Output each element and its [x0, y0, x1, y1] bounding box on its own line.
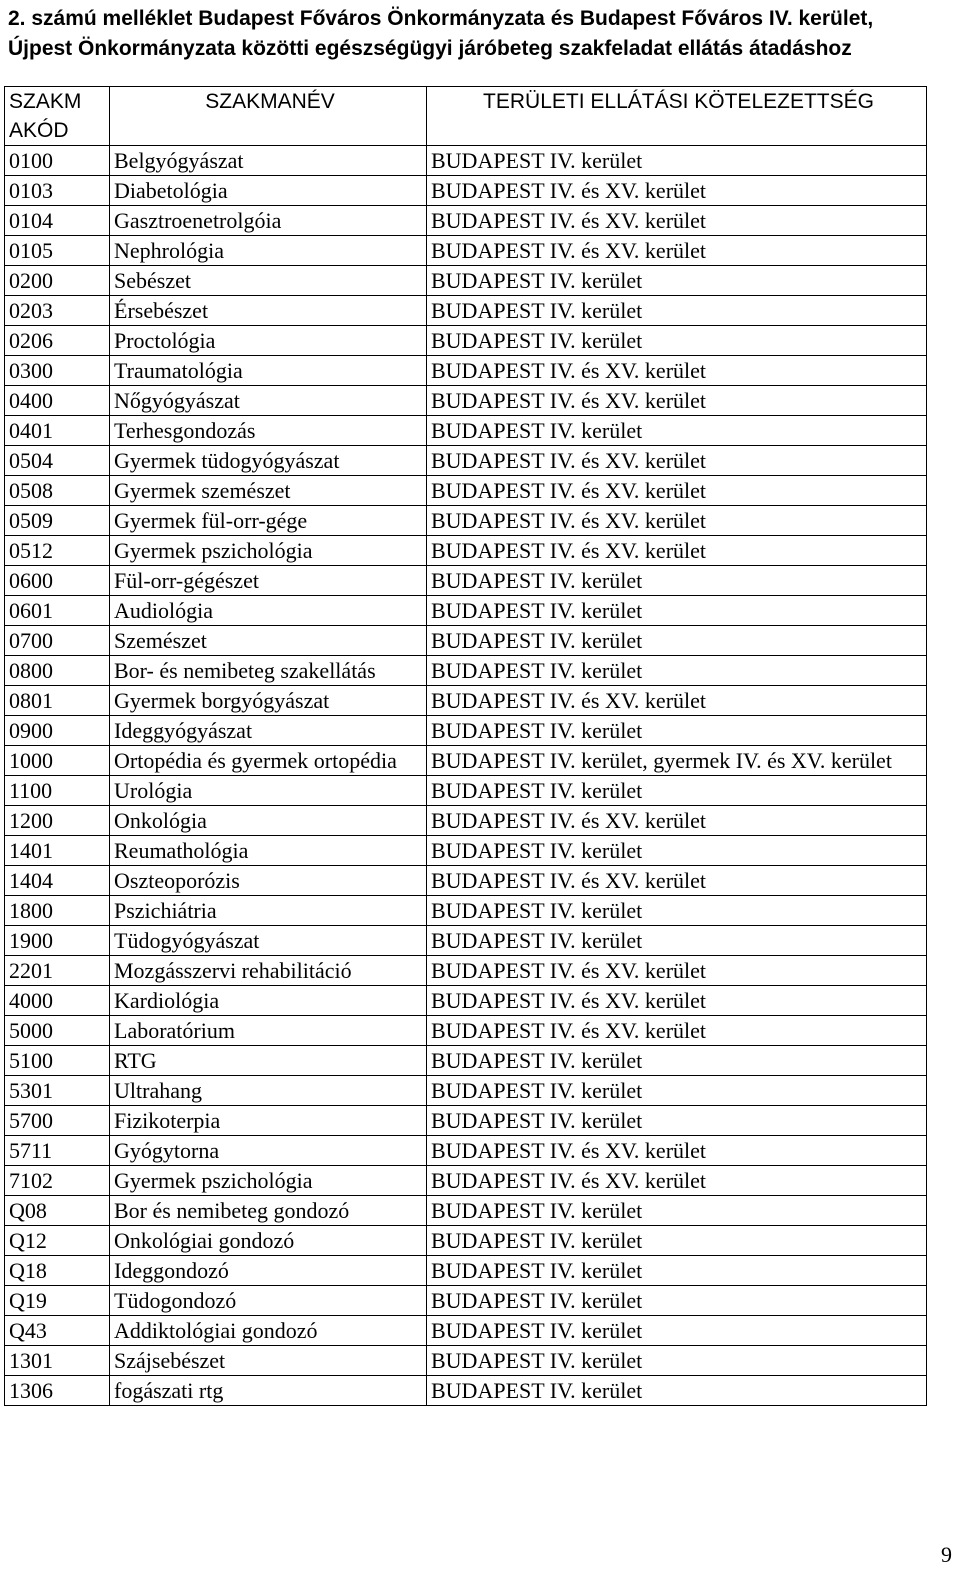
cell-name: Kardiológia	[110, 986, 427, 1016]
cell-territory: BUDAPEST IV. és XV. kerület	[427, 956, 927, 986]
table-row	[5, 296, 927, 326]
cell-name: Traumatológia	[110, 356, 427, 386]
cell-territory: BUDAPEST IV. kerület	[427, 416, 927, 446]
cell-name: Nőgyógyászat	[110, 386, 427, 416]
cell-code: 0103	[5, 176, 110, 206]
cell-name: Addiktológiai gondozó	[110, 1316, 427, 1346]
cell-code: 7102	[5, 1166, 110, 1196]
cell-territory: BUDAPEST IV. kerület	[427, 1286, 927, 1316]
cell-territory: BUDAPEST IV. kerület	[427, 266, 927, 296]
cell-name: Bor és nemibeteg gondozó	[110, 1196, 427, 1226]
cell-territory: BUDAPEST IV. kerület	[427, 626, 927, 656]
cell-territory: BUDAPEST IV. kerület	[427, 716, 927, 746]
table-row	[5, 1166, 927, 1196]
cell-code: 2201	[5, 956, 110, 986]
cell-territory: BUDAPEST IV. kerület	[427, 1226, 927, 1256]
header-territory: TERÜLETI ELLÁTÁSI KÖTELEZETTSÉG	[427, 87, 927, 146]
cell-code: Q18	[5, 1256, 110, 1286]
table-row	[5, 776, 927, 806]
cell-code: Q43	[5, 1316, 110, 1346]
cell-territory: BUDAPEST IV. kerület	[427, 1316, 927, 1346]
cell-name: Terhesgondozás	[110, 416, 427, 446]
table-row	[5, 986, 927, 1016]
cell-name: Gyermek pszichológia	[110, 1166, 427, 1196]
cell-territory: BUDAPEST IV. kerület	[427, 1346, 927, 1376]
cell-name: Gyermek borgyógyászat	[110, 686, 427, 716]
cell-code: 1404	[5, 866, 110, 896]
heading-line-2: Újpest Önkormányzata közötti egészségügyi járóbeteg szakfeladat ellátás átadáshoz	[8, 37, 852, 60]
cell-name: Diabetológia	[110, 176, 427, 206]
cell-name: Ideggondozó	[110, 1256, 427, 1286]
table-row	[5, 146, 927, 176]
cell-territory: BUDAPEST IV. kerület	[427, 326, 927, 356]
cell-code: 0200	[5, 266, 110, 296]
table-row	[5, 956, 927, 986]
table-row	[5, 596, 927, 626]
cell-territory: BUDAPEST IV. kerület	[427, 566, 927, 596]
cell-name: Gyermek fül-orr-gége	[110, 506, 427, 536]
cell-code: 5711	[5, 1136, 110, 1166]
cell-code: 1000	[5, 746, 110, 776]
cell-code: 1200	[5, 806, 110, 836]
cell-name: Gyógytorna	[110, 1136, 427, 1166]
cell-territory: BUDAPEST IV. kerület	[427, 146, 927, 176]
cell-territory: BUDAPEST IV. kerület	[427, 926, 927, 956]
cell-territory: BUDAPEST IV. és XV. kerület	[427, 356, 927, 386]
table-row	[5, 1196, 927, 1226]
cell-territory: BUDAPEST IV. és XV. kerület	[427, 506, 927, 536]
cell-name: Audiológia	[110, 596, 427, 626]
table-row	[5, 1226, 927, 1256]
cell-code: Q08	[5, 1196, 110, 1226]
cell-name: Nephrológia	[110, 236, 427, 266]
cell-name: Ideggyógyászat	[110, 716, 427, 746]
cell-code: 0700	[5, 626, 110, 656]
cell-name: Proctológia	[110, 326, 427, 356]
cell-territory: BUDAPEST IV. és XV. kerület	[427, 986, 927, 1016]
cell-name: Onkológiai gondozó	[110, 1226, 427, 1256]
table-row	[5, 1376, 927, 1406]
table-row	[5, 266, 927, 296]
cell-name: Sebészet	[110, 266, 427, 296]
table-row	[5, 866, 927, 896]
table-row	[5, 926, 927, 956]
document-heading	[8, 4, 948, 64]
cell-territory: BUDAPEST IV. kerület	[427, 656, 927, 686]
cell-name: Oszteoporózis	[110, 866, 427, 896]
cell-territory: BUDAPEST IV. kerület	[427, 776, 927, 806]
header-code	[5, 87, 110, 146]
cell-code: 0400	[5, 386, 110, 416]
cell-code: 5301	[5, 1076, 110, 1106]
cell-name: fogászati rtg	[110, 1376, 427, 1406]
cell-name: Fizikoterpia	[110, 1106, 427, 1136]
cell-territory: BUDAPEST IV. kerület	[427, 1256, 927, 1286]
table-row	[5, 356, 927, 386]
table-row	[5, 896, 927, 926]
cell-code: 1301	[5, 1346, 110, 1376]
cell-code: 0601	[5, 596, 110, 626]
cell-territory: BUDAPEST IV. és XV. kerület	[427, 1016, 927, 1046]
cell-code: 1401	[5, 836, 110, 866]
cell-name: Laboratórium	[110, 1016, 427, 1046]
cell-name: Ultrahang	[110, 1076, 427, 1106]
table-row	[5, 1046, 927, 1076]
cell-name: Gyermek szemészet	[110, 476, 427, 506]
cell-territory: BUDAPEST IV. és XV. kerület	[427, 386, 927, 416]
table-row	[5, 236, 927, 266]
cell-name: Tüdogyógyászat	[110, 926, 427, 956]
table-row	[5, 206, 927, 236]
cell-code: 1900	[5, 926, 110, 956]
table-row	[5, 386, 927, 416]
cell-territory: BUDAPEST IV. kerület	[427, 1046, 927, 1076]
cell-name: Belgyógyászat	[110, 146, 427, 176]
cell-name: Onkológia	[110, 806, 427, 836]
table-header-row	[5, 87, 927, 146]
table-row	[5, 326, 927, 356]
cell-territory: BUDAPEST IV. és XV. kerület	[427, 206, 927, 236]
cell-code: 0105	[5, 236, 110, 266]
cell-name: Fül-orr-gégészet	[110, 566, 427, 596]
table-row	[5, 176, 927, 206]
cell-name: Szájsebészet	[110, 1346, 427, 1376]
cell-code: 0600	[5, 566, 110, 596]
cell-territory: BUDAPEST IV. kerület	[427, 1106, 927, 1136]
cell-code: 1306	[5, 1376, 110, 1406]
table-row	[5, 656, 927, 686]
cell-code: 1800	[5, 896, 110, 926]
cell-code: Q12	[5, 1226, 110, 1256]
cell-code: 0100	[5, 146, 110, 176]
cell-code: 0512	[5, 536, 110, 566]
cell-code: 0504	[5, 446, 110, 476]
cell-code: 0401	[5, 416, 110, 446]
table-row	[5, 806, 927, 836]
cell-territory: BUDAPEST IV. kerület	[427, 596, 927, 626]
table-row	[5, 746, 927, 776]
cell-name: Szemészet	[110, 626, 427, 656]
cell-territory: BUDAPEST IV. és XV. kerület	[427, 176, 927, 206]
cell-code: 0801	[5, 686, 110, 716]
cell-code: 0203	[5, 296, 110, 326]
heading-line-1: 2. számú melléklet Budapest Főváros Önkormányzata és Budapest Főváros IV. kerület,	[8, 7, 874, 30]
cell-territory: BUDAPEST IV. kerület	[427, 1076, 927, 1106]
cell-name: Bor- és nemibeteg szakellátás	[110, 656, 427, 686]
cell-code: 0800	[5, 656, 110, 686]
table-row	[5, 686, 927, 716]
cell-territory: BUDAPEST IV. és XV. kerület	[427, 536, 927, 566]
table-row	[5, 836, 927, 866]
page-number: 9	[941, 1542, 952, 1567]
cell-name: Gasztroenetrolgóia	[110, 206, 427, 236]
cell-code: 1100	[5, 776, 110, 806]
table-row	[5, 1136, 927, 1166]
cell-territory: BUDAPEST IV. és XV. kerület	[427, 866, 927, 896]
table-row	[5, 626, 927, 656]
cell-name: Ortopédia és gyermek ortopédia	[110, 746, 427, 776]
cell-code: 0104	[5, 206, 110, 236]
table-row	[5, 506, 927, 536]
cell-name: Reumathológia	[110, 836, 427, 866]
header-code-line-2: AKÓD	[9, 119, 69, 142]
cell-code: 0206	[5, 326, 110, 356]
cell-territory: BUDAPEST IV. és XV. kerület	[427, 446, 927, 476]
cell-name: RTG	[110, 1046, 427, 1076]
header-name: SZAKMANÉV	[110, 87, 427, 146]
cell-code: 5100	[5, 1046, 110, 1076]
cell-territory: BUDAPEST IV. kerület	[427, 896, 927, 926]
cell-name: Tüdogondozó	[110, 1286, 427, 1316]
cell-territory: BUDAPEST IV. kerület	[427, 836, 927, 866]
cell-code: 5000	[5, 1016, 110, 1046]
cell-territory: BUDAPEST IV. kerület	[427, 1196, 927, 1226]
table-row	[5, 446, 927, 476]
cell-territory: BUDAPEST IV. és XV. kerület	[427, 236, 927, 266]
cell-territory: BUDAPEST IV. kerület	[427, 296, 927, 326]
table-row	[5, 1286, 927, 1316]
cell-territory: BUDAPEST IV. és XV. kerület	[427, 476, 927, 506]
table-row	[5, 1256, 927, 1286]
cell-name: Gyermek tüdogyógyászat	[110, 446, 427, 476]
specialty-table	[4, 86, 927, 1406]
table-body	[5, 146, 927, 1406]
cell-name: Gyermek pszichológia	[110, 536, 427, 566]
cell-code: 0900	[5, 716, 110, 746]
cell-code: 0300	[5, 356, 110, 386]
cell-territory: BUDAPEST IV. kerület, gyermek IV. és XV. kerület	[427, 746, 927, 776]
table-row	[5, 416, 927, 446]
cell-territory: BUDAPEST IV. és XV. kerület	[427, 686, 927, 716]
cell-code: 4000	[5, 986, 110, 1016]
table-row	[5, 566, 927, 596]
table-row	[5, 1106, 927, 1136]
table-row	[5, 1016, 927, 1046]
cell-code: 0508	[5, 476, 110, 506]
cell-name: Pszichiátria	[110, 896, 427, 926]
cell-name: Urológia	[110, 776, 427, 806]
table-row	[5, 1346, 927, 1376]
cell-name: Érsebészet	[110, 296, 427, 326]
cell-territory: BUDAPEST IV. és XV. kerület	[427, 806, 927, 836]
table-row	[5, 716, 927, 746]
cell-code: Q19	[5, 1286, 110, 1316]
table-row	[5, 1076, 927, 1106]
table-row	[5, 476, 927, 506]
header-code-line-1: SZAKM	[9, 90, 82, 113]
cell-territory: BUDAPEST IV. és XV. kerület	[427, 1166, 927, 1196]
table-row	[5, 1316, 927, 1346]
cell-code: 0509	[5, 506, 110, 536]
cell-name: Mozgásszervi rehabilitáció	[110, 956, 427, 986]
cell-territory: BUDAPEST IV. kerület	[427, 1376, 927, 1406]
table-row	[5, 536, 927, 566]
cell-territory: BUDAPEST IV. és XV. kerület	[427, 1136, 927, 1166]
cell-code: 5700	[5, 1106, 110, 1136]
